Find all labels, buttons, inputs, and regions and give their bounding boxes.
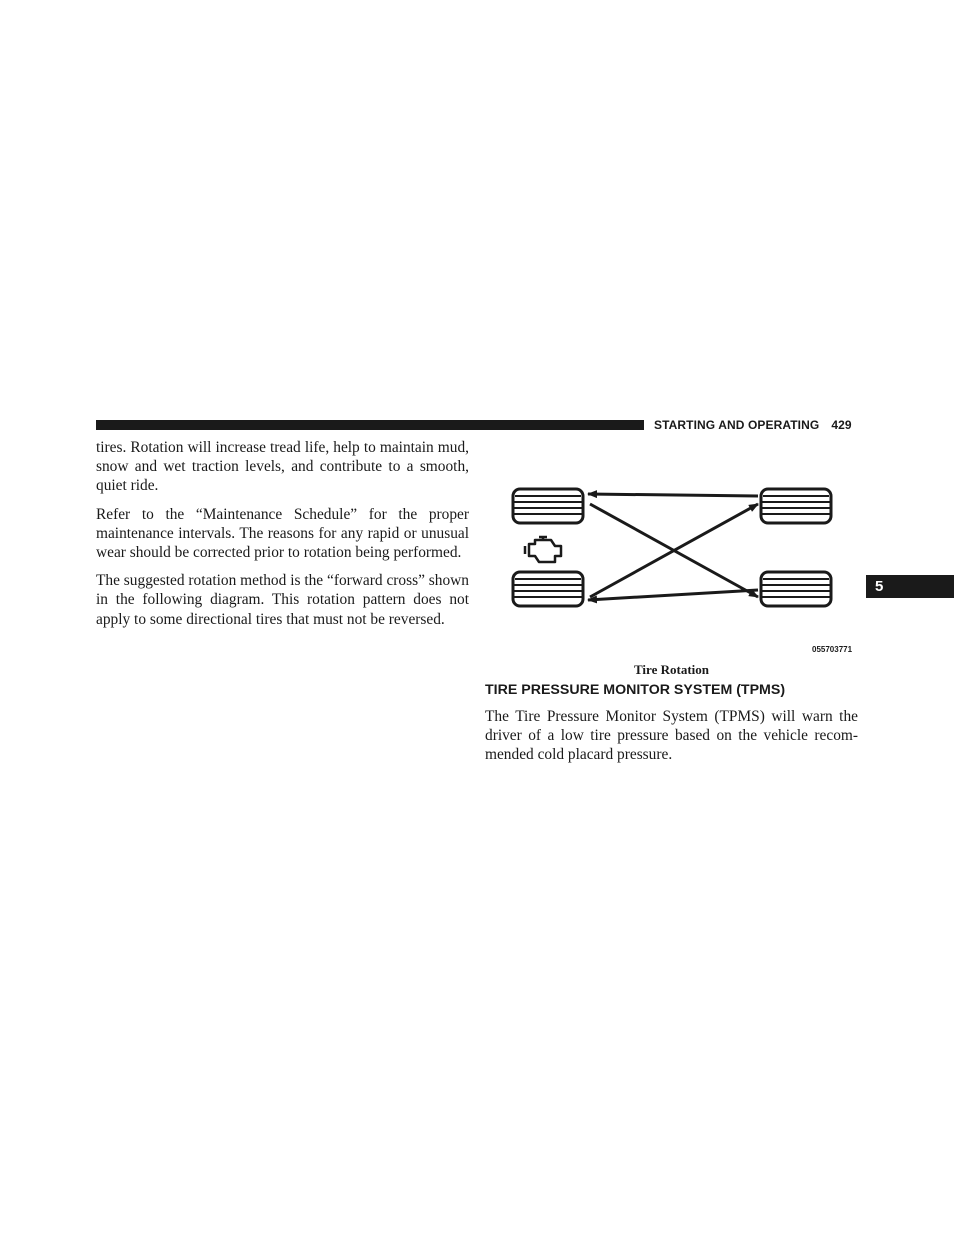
right-column xyxy=(485,707,858,765)
arrow-icon-rear-right-to-rear-left xyxy=(588,590,758,600)
tire-icon-front-right xyxy=(761,489,831,523)
header-section-title: STARTING AND OPERATING xyxy=(654,418,820,432)
arrow-icon-front-right-to-front-left xyxy=(588,494,758,496)
page-number: 429 xyxy=(831,418,852,432)
tire-icon-rear-right xyxy=(761,572,831,606)
figure-id: 055703771 xyxy=(812,645,853,654)
body-paragraph: Refer to the “Maintenance Schedule” for the proper maintenance intervals. The reasons for any rapid or unusual wear should be corrected prior to rotation being performed. xyxy=(96,505,469,562)
body-paragraph: tires. Rotation will increase tread life, help to maintain mud, snow and wet traction levels, and contribute to a smooth, quiet ride. xyxy=(96,439,469,495)
tire-icon-rear-left xyxy=(513,572,583,606)
body-paragraph: The suggested rotation method is the “forward cross” shown in the following diagram. This rotation pattern does not apply to some directional tires that must not be reversed. xyxy=(96,572,469,628)
tire-rotation-diagram xyxy=(508,480,858,660)
header-rule xyxy=(96,420,644,430)
running-header xyxy=(654,418,852,432)
chapter-tab xyxy=(866,575,954,598)
engine-icon xyxy=(525,537,561,562)
chapter-number: 5 xyxy=(875,578,884,595)
body-paragraph: The Tire Pressure Monitor System (TPMS) will warn the driver of a low tire pressure based on the vehicle recom- mended cold placard pressure. xyxy=(485,708,858,764)
left-column xyxy=(96,438,469,638)
figure-caption: Tire Rotation xyxy=(634,662,709,677)
section-heading: TIRE PRESSURE MONITOR SYSTEM (TPMS) xyxy=(485,682,786,698)
tire-icon-front-left xyxy=(513,489,583,523)
